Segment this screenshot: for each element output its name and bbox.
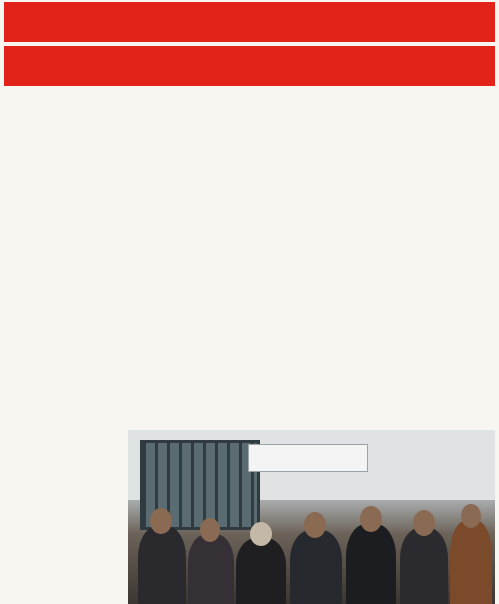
article-column-3 (253, 92, 371, 392)
photo-person-head (413, 510, 435, 536)
second-article (4, 396, 124, 604)
photo-person-head (360, 506, 382, 532)
article-column-4 (377, 92, 495, 392)
photo-person (400, 528, 448, 604)
headline-line-2 (4, 46, 495, 86)
photo-person (346, 524, 396, 604)
article-body (4, 92, 495, 392)
photo-person (236, 538, 286, 604)
photo-person-head (461, 504, 481, 528)
article-column-2 (128, 92, 246, 392)
headline-line-1 (4, 2, 495, 42)
photo-person-head (250, 522, 272, 546)
photo-person (188, 534, 234, 604)
news-photo (128, 430, 495, 604)
photo-person-head (304, 512, 326, 538)
photo-person (450, 520, 492, 604)
photo-person (138, 526, 186, 604)
photo-person (290, 530, 342, 604)
photo-person-head (200, 518, 220, 542)
photo-person-head (150, 508, 172, 534)
photo-sign (248, 444, 368, 472)
article-column-1 (4, 92, 122, 392)
